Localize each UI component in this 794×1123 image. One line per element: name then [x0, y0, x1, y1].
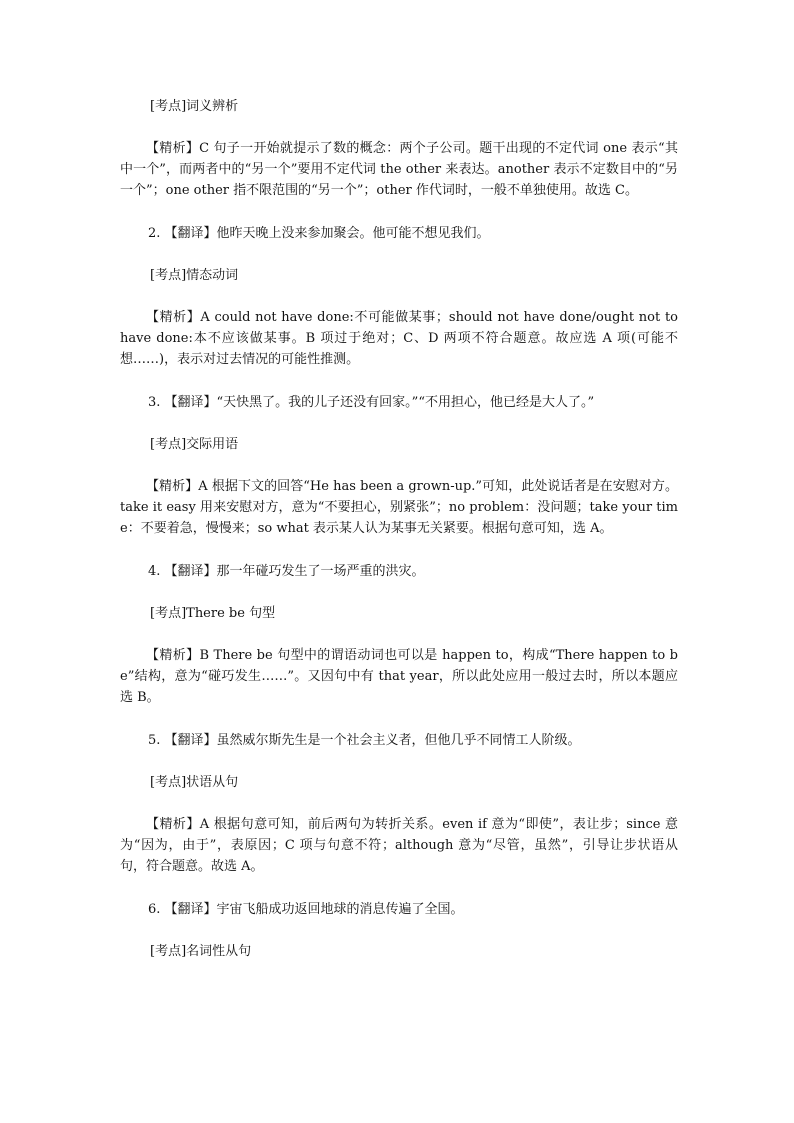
translation-item: 2. 【翻译】他昨天晚上没来参加聚会。他可能不想见我们。: [148, 226, 490, 241]
translation-item: 4. 【翻译】那一年碰巧发生了一场严重的洪灾。: [148, 564, 425, 579]
analysis-paragraph: 【精析】B There be 句型中的谓语动词也可以是 happen to，构成“There happen to be”结构，意为“碰巧发生……”。又因句中有 that year，所以此处应用一般过去时，所以本题应选 B。: [120, 648, 678, 705]
analysis-paragraph: 【精析】A could not have done:不可能做某事；should not have done/ought not to have done:本不应该做某事。B 项过于绝对；C、D 两项不符合题意。故应选 A 项(可能不想……)，表示对过去情况的可能性推测。: [120, 310, 678, 367]
exam-point-heading: [考点]状语从句: [150, 775, 239, 790]
translation-item: 6. 【翻译】宇宙飞船成功返回地球的消息传遍了全国。: [148, 902, 464, 917]
analysis-paragraph: 【精析】C 句子一开始就提示了数的概念：两个子公司。题干出现的不定代词 one 表示“其中一个”，而两者中的“另一个”要用不定代词 the other 来表达。another 表示不定数目中的“另一个”；one other 指不限范围的“另一个”；other 作代词时，一般不单独使用。故选 C。: [120, 141, 678, 198]
exam-point-heading: [考点]词义辨析: [150, 99, 239, 114]
analysis-paragraph: 【精析】A 根据句意可知，前后两句为转折关系。even if 意为“即使”，表让步；since 意为“因为，由于”，表原因；C 项与句意不符；although 意为“尽管，虽然”，引导让步状语从句，符合题意。故选 A。: [120, 817, 678, 874]
translation-item: 5. 【翻译】虽然威尔斯先生是一个社会主义者，但他几乎不同情工人阶级。: [148, 733, 581, 748]
analysis-paragraph: 【精析】A 根据下文的回答“He has been a grown-up.”可知，此处说话者是在安慰对方。take it easy 用来安慰对方，意为“不要担心，别紧张”；no problem：没问题；take your time：不要着急，慢慢来；so what 表示某人认为某事无关紧要。根据句意可知，选 A。: [120, 479, 678, 536]
translation-item: 3. 【翻译】“天快黑了。我的儿子还没有回家。”“不用担心，他已经是大人了。”: [148, 395, 595, 410]
exam-point-heading: [考点]There be 句型: [150, 606, 276, 621]
exam-point-heading: [考点]情态动词: [150, 268, 239, 283]
exam-point-heading: [考点]交际用语: [150, 437, 239, 452]
exam-point-heading: [考点]名词性从句: [150, 944, 252, 959]
